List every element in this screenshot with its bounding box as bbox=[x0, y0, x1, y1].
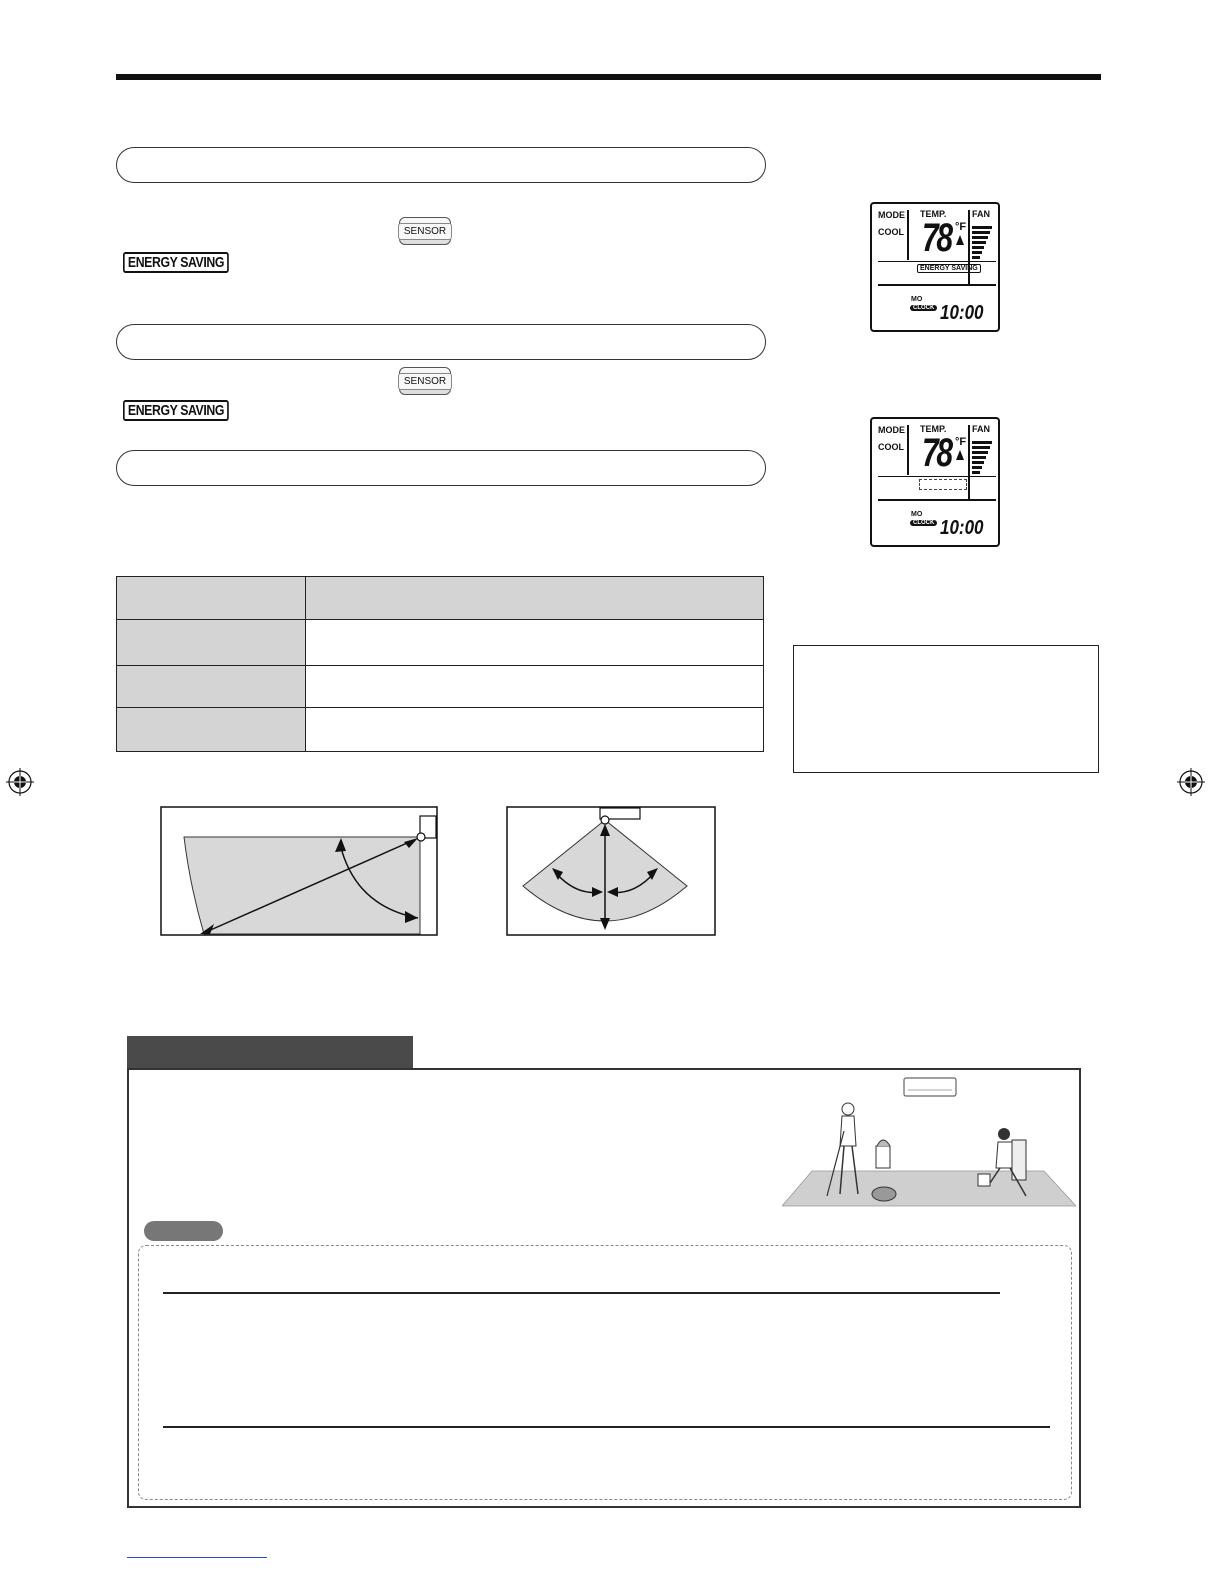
temp-unit: °F bbox=[955, 221, 967, 233]
divider bbox=[878, 499, 996, 501]
temp-value: 78 bbox=[922, 216, 951, 260]
table-header-cell bbox=[117, 577, 306, 620]
sensor-button-label: SENSOR bbox=[398, 223, 452, 240]
note-divider bbox=[163, 1292, 1000, 1294]
divider bbox=[968, 425, 970, 499]
table-header-row bbox=[117, 577, 764, 620]
divider bbox=[907, 425, 909, 475]
clock-time: 10:00 bbox=[940, 517, 984, 539]
fan-label: FAN bbox=[972, 209, 990, 219]
note-dotted-box bbox=[138, 1245, 1072, 1500]
mode-value: COOL bbox=[878, 227, 904, 237]
divider bbox=[878, 261, 996, 262]
clock-time: 10:00 bbox=[940, 302, 984, 324]
section-header-sensor-off bbox=[116, 324, 766, 360]
table-cell bbox=[117, 708, 306, 752]
table-cell bbox=[117, 666, 306, 708]
energy-saving-indicator-empty bbox=[919, 479, 967, 490]
table-row bbox=[117, 620, 764, 666]
clock-label: CLOCK bbox=[910, 520, 937, 526]
energy-saving-indicator: ENERGY SAVING bbox=[917, 264, 981, 273]
note-box bbox=[793, 645, 1099, 773]
divider bbox=[907, 210, 909, 260]
mode-table bbox=[116, 576, 764, 752]
mode-label: MODE bbox=[878, 425, 905, 435]
mode-value: COOL bbox=[878, 442, 904, 452]
fan-label: FAN bbox=[972, 424, 990, 434]
feature-section-tab bbox=[127, 1036, 413, 1070]
section-header-detection-range bbox=[116, 450, 766, 486]
divider bbox=[878, 476, 996, 477]
fan-speed-bars-icon bbox=[972, 226, 994, 260]
remote-display-energy-saving-on bbox=[870, 202, 1000, 332]
note-divider bbox=[163, 1426, 1050, 1428]
sensor-button-label: SENSOR bbox=[398, 373, 452, 390]
divider bbox=[878, 284, 996, 286]
up-arrow-icon bbox=[956, 450, 964, 460]
table-cell bbox=[117, 620, 306, 666]
up-arrow-icon bbox=[956, 235, 964, 245]
top-rule bbox=[116, 74, 1101, 80]
temp-label: TEMP. bbox=[920, 209, 947, 219]
temp-label: TEMP. bbox=[920, 424, 947, 434]
section-header-sensor-on bbox=[116, 147, 766, 183]
note-tag bbox=[144, 1221, 223, 1241]
clock-label: CLOCK bbox=[910, 305, 937, 311]
table-cell bbox=[306, 620, 764, 666]
fan-speed-bars-icon bbox=[972, 441, 994, 475]
table-row bbox=[117, 708, 764, 752]
mode-label: MODE bbox=[878, 210, 905, 220]
remote-display-energy-saving-off bbox=[870, 417, 1000, 547]
registration-mark-icon bbox=[6, 768, 34, 796]
sensor-button[interactable] bbox=[399, 367, 451, 395]
table-cell bbox=[306, 666, 764, 708]
table-row bbox=[117, 666, 764, 708]
energy-saving-indicator: ENERGY SAVING bbox=[123, 252, 229, 273]
energy-saving-indicator: ENERGY SAVING bbox=[123, 400, 229, 421]
sensor-range-side-view-diagram bbox=[160, 806, 438, 936]
footer-link-underline[interactable] bbox=[127, 1557, 267, 1558]
temp-unit: °F bbox=[955, 436, 967, 448]
sensor-button[interactable] bbox=[399, 217, 451, 245]
temp-value: 78 bbox=[922, 431, 951, 475]
registration-mark-icon bbox=[1177, 768, 1205, 796]
day-label: MO bbox=[911, 296, 923, 303]
table-cell bbox=[306, 708, 764, 752]
table-header-cell bbox=[306, 577, 764, 620]
room-illustration bbox=[782, 1076, 1076, 1208]
day-label: MO bbox=[911, 511, 923, 518]
sensor-range-top-view-diagram bbox=[506, 806, 716, 936]
